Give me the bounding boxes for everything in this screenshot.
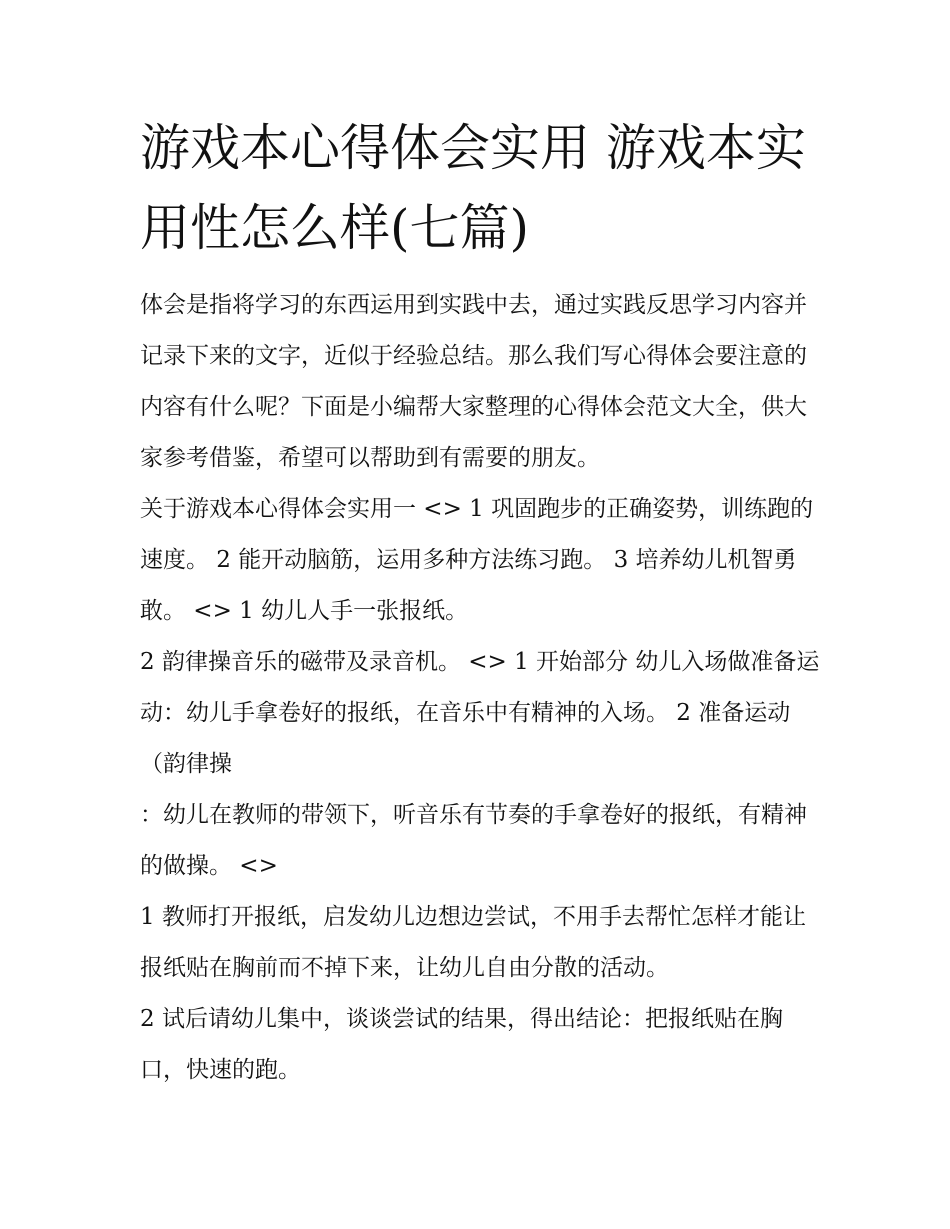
paragraph-trial: 1 教师打开报纸，启发幼儿边想边尝试，不用手去帮忙怎样才能让报纸贴在胸前而不掉下来，让幼儿自由分散的活动。: [140, 904, 806, 981]
document-title: 游戏本心得体会实用 游戏本实用性怎么样(七篇): [140, 119, 806, 257]
paragraph-materials: 2 韵律操音乐的磁带及录音机。 <> 1 开始部分 幼儿入场做准备运动：幼儿手拿卷好的报纸，在音乐中有精神的入场。 2 准备运动（韵律操: [140, 649, 820, 777]
document-page: [140, 108, 820, 1096]
paragraph-warmup: ：幼儿在教师的带领下，听音乐有节奏的手拿卷好的报纸，有精神的做操。 <>: [140, 802, 807, 879]
paragraph-goals: 关于游戏本心得体会实用一 <> 1 巩固跑步的正确姿势，训练跑的速度。 2 能开动脑筋，运用多种方法练习跑。 3 培养幼儿机智勇敢。 <> 1 幼儿人手一张报纸。: [140, 496, 814, 624]
paragraph-conclusion: 2 试后请幼儿集中，谈谈尝试的结果，得出结论：把报纸贴在胸口，快速的跑。: [140, 1006, 783, 1083]
paragraph-intro: 体会是指将学习的东西运用到实践中去，通过实践反思学习内容并记录下来的文字，近似于经验总结。那么我们写心得体会要注意的内容有什么呢？下面是小编帮大家整理的心得体会范文大全，供大家参考借鉴，希望可以帮助到有需要的朋友。: [140, 292, 807, 471]
